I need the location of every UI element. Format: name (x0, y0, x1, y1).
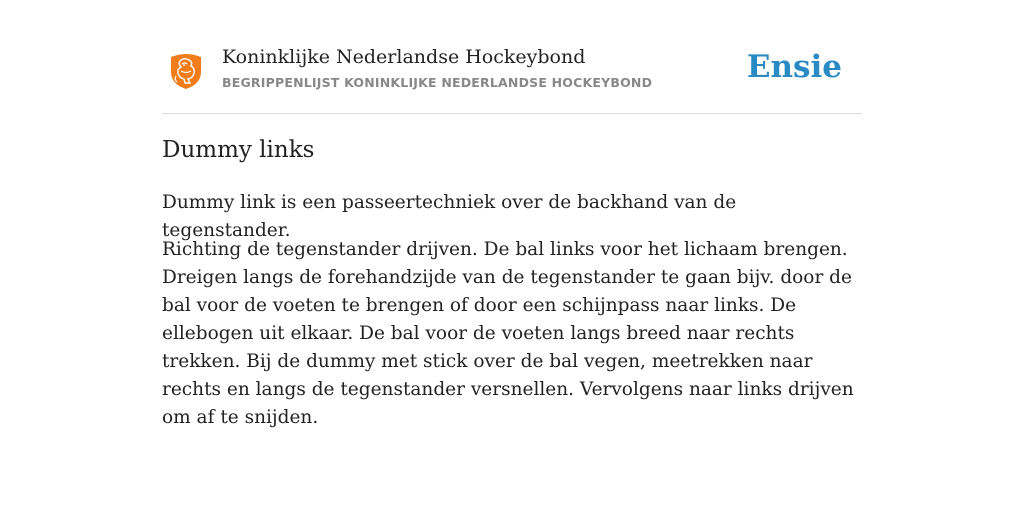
knhb-logo-icon[interactable] (168, 52, 204, 90)
definition-paragraph: Dummy link is een passeertechniek over de backhand van de tegenstander. (162, 192, 737, 241)
org-name[interactable]: Koninklijke Nederlandse Hockeybond (222, 46, 586, 68)
org-subtitle[interactable]: BEGRIPPENLIJST KONINKLIJKE NEDERLANDSE HOCKEYBOND (222, 75, 653, 90)
page-container (162, 0, 862, 428)
page-title: Dummy links (162, 137, 315, 163)
brand-logo[interactable]: Ensie (746, 49, 842, 85)
header (162, 0, 862, 114)
description-paragraph: Richting de tegenstander drijven. De bal links voor het lichaam brengen. Dreigen langs de forehandzijde van de tegenstander te gaan bijv. door de bal voor de voeten te brengen of door een schijnpass naar links. De ellebogen uit elkaar. De bal voor de voeten langs breed naar rechts trekken. Bij de dummy met stick over de bal vegen, meetrekken naar rechts en langs de tegenstander versnellen. Vervolgens naar links drijven om af te snijden. (162, 239, 854, 428)
